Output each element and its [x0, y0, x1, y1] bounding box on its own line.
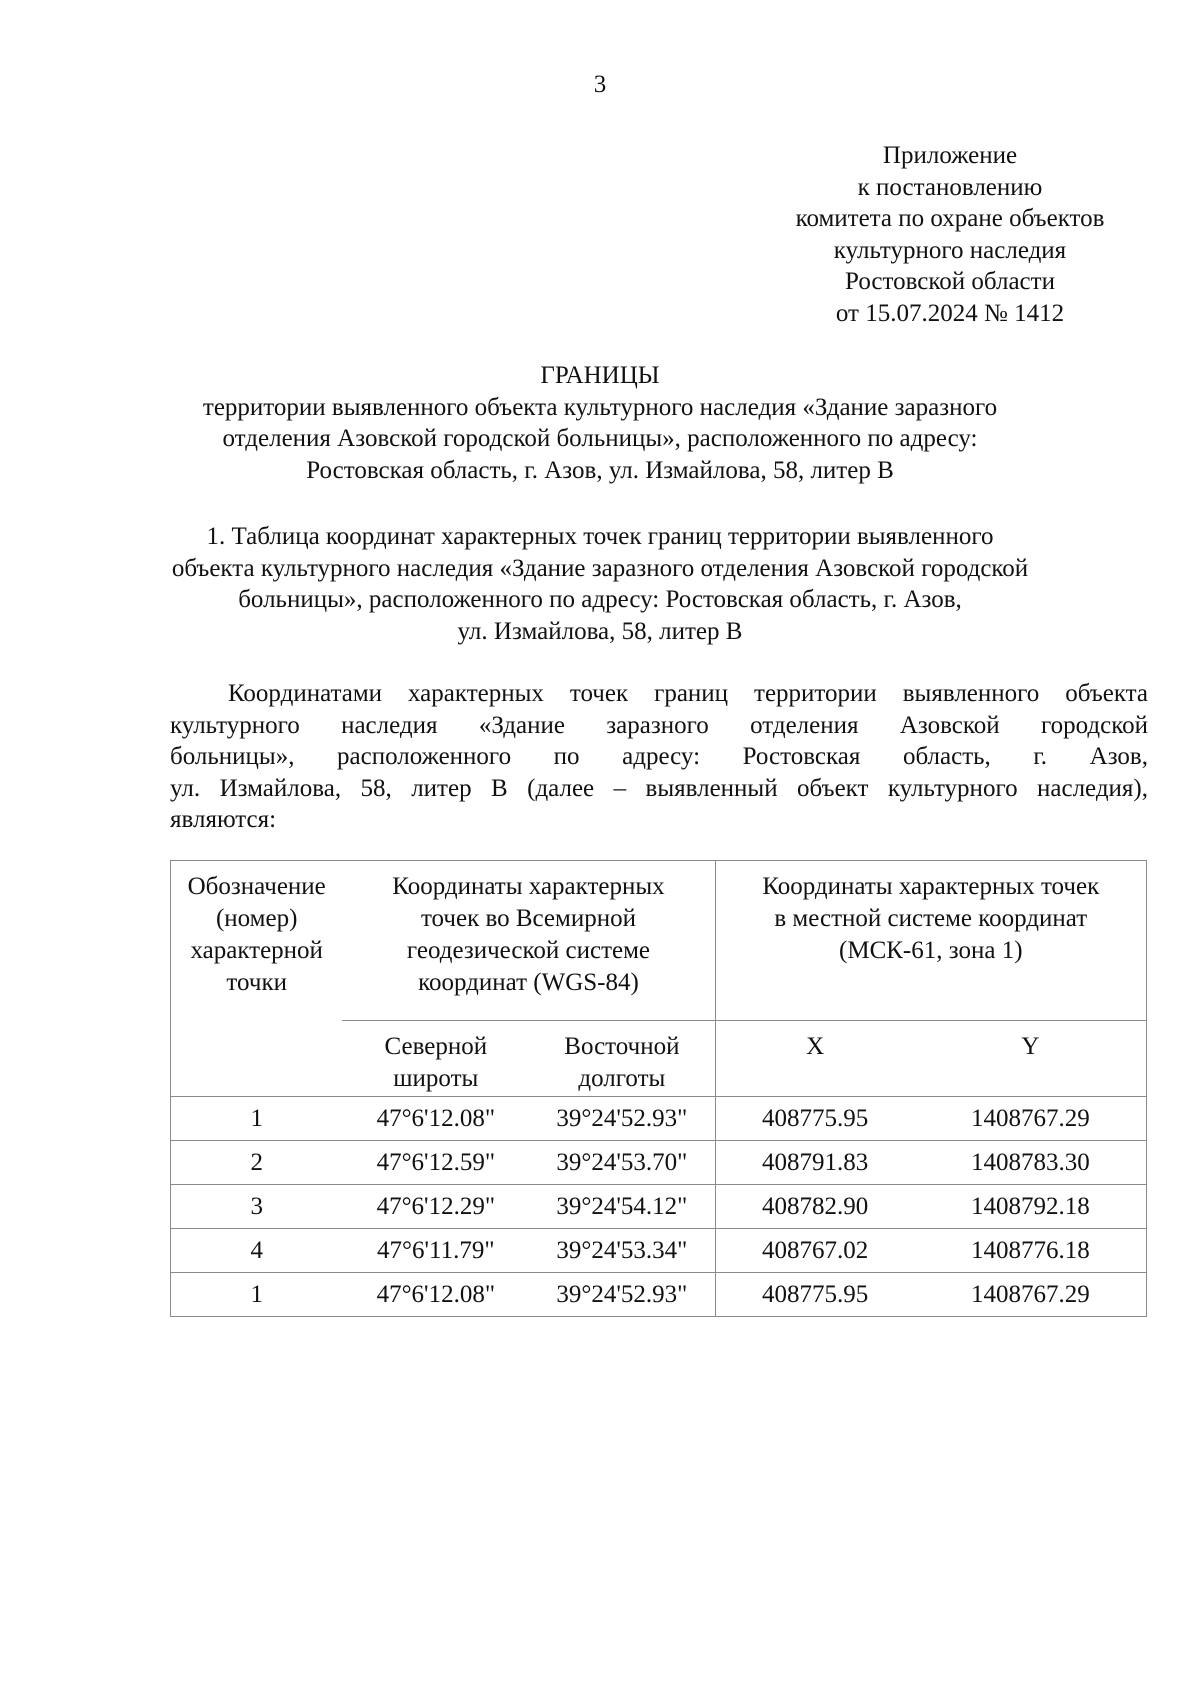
paragraph-line: больницы», расположенного по адресу: Ростовская область, г. Азов,	[170, 743, 1148, 770]
header-east-longitude	[529, 1021, 715, 1097]
cell-east: 39°24'52.93"	[529, 1273, 715, 1317]
header-line: Северной	[384, 1033, 488, 1060]
cell-north: 47°6'11.79"	[342, 1229, 529, 1273]
paragraph-line: являются:	[170, 806, 277, 833]
header-line: долготы	[578, 1065, 666, 1092]
header-line: точки	[226, 969, 287, 996]
coordinates-table	[170, 860, 1147, 1317]
table-row	[171, 1097, 1147, 1141]
table-row	[171, 1141, 1147, 1185]
cell-y: 1408792.18	[915, 1185, 1147, 1229]
cell-x: 408767.02	[715, 1229, 915, 1273]
cell-y: 1408776.18	[915, 1229, 1147, 1273]
section-title	[0, 521, 1200, 647]
header-wgs84	[342, 861, 715, 1021]
cell-point: 4	[171, 1229, 343, 1273]
cell-y: 1408767.29	[915, 1097, 1147, 1141]
cell-x: 408775.95	[715, 1097, 915, 1141]
cell-point: 1	[171, 1273, 343, 1317]
header-x: X	[715, 1021, 915, 1097]
paragraph-line: культурного наследия «Здание заразного отделения Азовской городской	[170, 711, 1148, 739]
cell-east: 39°24'53.70"	[529, 1141, 715, 1185]
body-paragraph	[170, 678, 1148, 836]
title-line: территории выявленного объекта культурного наследия «Здание заразного	[202, 393, 998, 421]
table-row	[171, 1273, 1147, 1317]
table-row	[171, 1229, 1147, 1273]
header-line: в местной системе координат	[774, 905, 1088, 932]
cell-east: 39°24'53.34"	[529, 1229, 715, 1273]
title-line: Ростовская область, г. Азов, ул. Измайлова, 58, литер В	[306, 456, 894, 484]
cell-point: 2	[171, 1141, 343, 1185]
cell-north: 47°6'12.08"	[342, 1273, 529, 1317]
header-line: Координаты характерных точек	[762, 873, 1100, 900]
header-line: координат (WGS-84)	[418, 969, 639, 996]
appendix-line: Ростовской области	[845, 268, 1055, 295]
paragraph-line: ул. Измайлова, 58, литер В (далее – выявленный объект культурного наследия),	[170, 774, 1148, 802]
title-heading: ГРАНИЦЫ	[540, 362, 660, 389]
cell-x: 408791.83	[715, 1141, 915, 1185]
cell-point: 3	[171, 1185, 343, 1229]
section-title-line: объекта культурного наследия «Здание заразного отделения Азовской городской	[171, 554, 1029, 582]
table-row	[171, 1185, 1147, 1229]
header-north-latitude	[342, 1021, 529, 1097]
appendix-date-line: от 15.07.2024 № 1412	[835, 299, 1065, 327]
header-line: Координаты характерных	[392, 873, 665, 900]
appendix-line: культурного наследия	[833, 236, 1067, 264]
header-line: точек во Всемирной	[420, 905, 636, 932]
section-title-line: больницы», расположенного по адресу: Ростовская область, г. Азов,	[238, 586, 962, 613]
cell-y: 1408783.30	[915, 1141, 1147, 1185]
title-line: отделения Азовской городской больницы», расположенного по адресу:	[222, 425, 978, 452]
cell-point: 1	[171, 1097, 343, 1141]
document-title	[0, 360, 1200, 486]
appendix-line: к постановлению	[857, 173, 1043, 201]
appendix-line: комитета по охране объектов	[795, 205, 1105, 232]
cell-east: 39°24'52.93"	[529, 1097, 715, 1141]
paragraph-line: Координатами характерных точек границ территории выявленного объекта	[228, 680, 1148, 707]
header-line: Восточной	[564, 1033, 680, 1060]
cell-x: 408782.90	[715, 1185, 915, 1229]
header-y: Y	[915, 1021, 1147, 1097]
cell-x: 408775.95	[715, 1273, 915, 1317]
header-line: геодезической системе	[406, 937, 651, 964]
header-line: характерной	[190, 937, 323, 964]
cell-north: 47°6'12.08"	[342, 1097, 529, 1141]
cell-y: 1408767.29	[915, 1273, 1147, 1317]
header-line: (номер)	[215, 905, 298, 932]
header-msk61	[715, 861, 1146, 1021]
cell-north: 47°6'12.59"	[342, 1141, 529, 1185]
section-title-line: ул. Измайлова, 58, литер В	[457, 617, 743, 645]
header-line: широты	[393, 1065, 479, 1092]
appendix-block	[700, 140, 1200, 329]
header-line: Обозначение	[187, 873, 326, 900]
section-title-line: 1. Таблица координат характерных точек границ территории выявленного	[206, 523, 994, 550]
header-designation	[171, 861, 343, 1097]
header-line: (МСК-61, зона 1)	[839, 937, 1023, 964]
appendix-line: Приложение	[882, 142, 1018, 169]
page-number: 3	[593, 71, 607, 98]
cell-north: 47°6'12.29"	[342, 1185, 529, 1229]
cell-east: 39°24'54.12"	[529, 1185, 715, 1229]
